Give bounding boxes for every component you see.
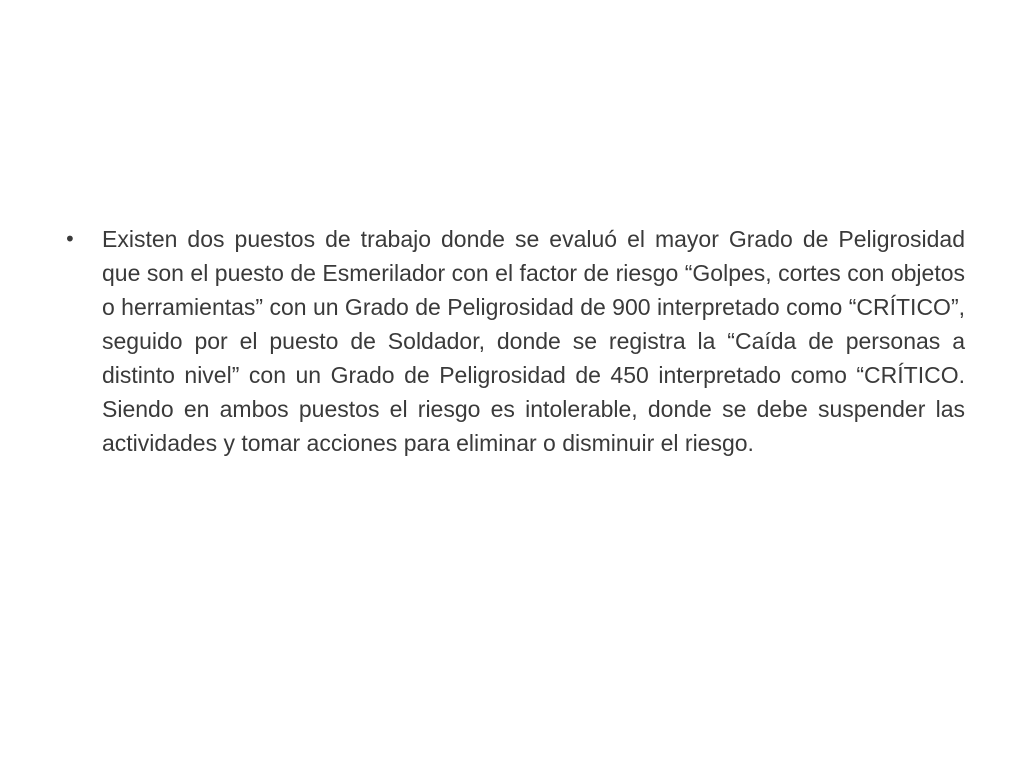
bullet-text: Existen dos puestos de trabajo donde se evaluó el mayor Grado de Peligrosidad que son el puesto de Esmerilador con el factor de riesgo “Golpes, cortes con objetos o herramientas” con un Grado de Peligrosidad de 900 interpretado como “CRÍTICO”, seguido por el puesto de Soldador, donde se registra la “Caída de personas a distinto nivel” con un Grado de Peligrosidad de 450 interpretado como “CRÍTICO. Siendo en ambos puestos el riesgo es intolerable, donde se debe suspender las actividades y tomar acciones para eliminar o disminuir el riesgo. (102, 226, 965, 456)
bullet-item (64, 222, 965, 460)
bullet-list (64, 222, 965, 460)
bullet-marker: • (64, 227, 76, 251)
